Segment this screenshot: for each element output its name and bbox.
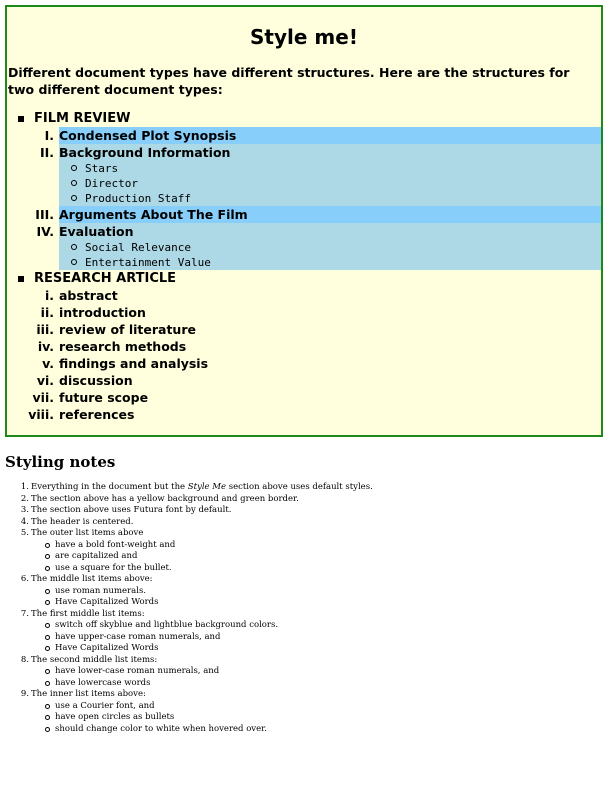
circle-bullet-icon bbox=[45, 727, 50, 732]
circle-bullet-icon bbox=[45, 715, 50, 720]
list-item-label: findings and analysis bbox=[59, 356, 209, 371]
note-subitem bbox=[55, 586, 605, 598]
inner-item-label: Entertainment Value bbox=[85, 256, 211, 269]
circle-bullet-icon bbox=[71, 259, 77, 265]
inner-list-item bbox=[85, 161, 601, 176]
research-article-item bbox=[28, 406, 601, 423]
note-number: 6. bbox=[20, 574, 29, 584]
list-item-label: Arguments About The Film bbox=[59, 207, 248, 222]
note-number: 5. bbox=[20, 528, 29, 538]
note-text: The middle list items above: bbox=[31, 574, 153, 584]
note-number: 9. bbox=[20, 689, 29, 699]
note-subitem bbox=[55, 712, 605, 724]
note-subitem bbox=[55, 620, 605, 632]
note-subitem-text: use a square for the bullet. bbox=[55, 562, 172, 573]
outer-list bbox=[7, 110, 601, 423]
inner-list bbox=[59, 161, 601, 206]
research-article-item bbox=[40, 304, 601, 321]
note-sublist bbox=[31, 666, 605, 689]
list-item-label: Condensed Plot Synopsis bbox=[59, 128, 237, 143]
note-subitem bbox=[55, 563, 605, 575]
note-subitem bbox=[55, 678, 605, 690]
note-item bbox=[5, 505, 605, 517]
list-numeral: iii. bbox=[36, 322, 54, 337]
list-item-label: research methods bbox=[59, 339, 187, 354]
note-subitem bbox=[55, 632, 605, 644]
research-article-item bbox=[37, 338, 601, 355]
note-subitem-text: have lowercase words bbox=[55, 677, 151, 688]
list-numeral: III. bbox=[35, 207, 54, 222]
note-sublist bbox=[31, 620, 605, 655]
note-text: The second middle list items: bbox=[31, 654, 158, 665]
research-article-item bbox=[44, 287, 601, 304]
list-numeral: I. bbox=[44, 128, 54, 143]
note-number: 3. bbox=[20, 505, 29, 515]
note-subitem-text: Have Capitalized Words bbox=[55, 643, 159, 653]
note-subitem-text: are capitalized and bbox=[55, 551, 138, 561]
inner-list-item bbox=[85, 176, 601, 191]
circle-bullet-icon bbox=[45, 554, 50, 559]
research-article-item bbox=[32, 389, 601, 406]
circle-bullet-icon bbox=[45, 543, 50, 548]
list-numeral: vii. bbox=[32, 390, 54, 405]
note-text: The inner list items above: bbox=[31, 689, 146, 699]
inner-item-label: Social Relevance bbox=[85, 241, 191, 254]
list-item-label: abstract bbox=[59, 288, 118, 303]
circle-bullet-icon bbox=[45, 589, 50, 594]
circle-bullet-icon bbox=[45, 681, 50, 686]
note-number: 2. bbox=[20, 493, 29, 504]
research-article-item bbox=[36, 372, 601, 389]
intro-paragraph: Different document types have different structures. Here are the structures for two different document types: bbox=[8, 65, 570, 97]
note-text: The section above uses Futura font by default. bbox=[31, 505, 232, 515]
circle-bullet-icon bbox=[45, 635, 50, 640]
note-subitem-text: have lower-case roman numerals, and bbox=[55, 666, 220, 676]
note-subitem bbox=[55, 724, 605, 736]
note-text: The outer list items above bbox=[31, 528, 144, 538]
note-number: 8. bbox=[20, 654, 29, 665]
note-subitem bbox=[55, 643, 605, 655]
note-subitem bbox=[55, 540, 605, 552]
outer-item-title: RESEARCH ARTICLE bbox=[34, 271, 177, 286]
note-item bbox=[5, 528, 605, 574]
list-item-label: future scope bbox=[59, 390, 149, 405]
note-item bbox=[5, 574, 605, 609]
circle-bullet-icon bbox=[71, 244, 77, 250]
style-me-section bbox=[5, 5, 603, 437]
note-subitem-text: Have Capitalized Words bbox=[55, 597, 159, 607]
page-title: Style me! bbox=[250, 25, 358, 49]
note-subitem-text: use a Courier font, and bbox=[55, 700, 155, 711]
list-numeral: v. bbox=[42, 356, 54, 371]
note-subitem-text: use roman numerals. bbox=[55, 585, 147, 596]
list-item-label: references bbox=[59, 407, 135, 422]
list-item-label: Evaluation bbox=[59, 224, 134, 239]
note-text: section above uses default styles. bbox=[226, 482, 373, 492]
note-text: Everything in the document but the bbox=[31, 482, 188, 492]
note-item bbox=[5, 494, 605, 506]
note-subitem-text: should change color to white when hovered over. bbox=[55, 723, 267, 734]
note-number: 4. bbox=[20, 516, 29, 527]
list-item-label: Background Information bbox=[59, 145, 231, 160]
inner-item-label: Stars bbox=[85, 162, 119, 175]
inner-item-label: Production Staff bbox=[85, 192, 191, 205]
note-subitem bbox=[55, 551, 605, 563]
list-numeral: ii. bbox=[40, 305, 54, 320]
note-item bbox=[5, 517, 605, 529]
film-review-item bbox=[39, 144, 601, 206]
note-subitem bbox=[55, 666, 605, 678]
styling-notes bbox=[5, 452, 605, 735]
inner-item-label: Director bbox=[85, 177, 138, 190]
note-number: 1. bbox=[20, 482, 29, 492]
film-review-item bbox=[44, 127, 601, 144]
note-text: The header is centered. bbox=[31, 516, 134, 527]
note-item bbox=[5, 482, 605, 494]
outer-item-film-review bbox=[7, 110, 601, 270]
circle-bullet-icon bbox=[71, 195, 77, 201]
notes-heading: Styling notes bbox=[5, 453, 116, 471]
outer-item-research-article bbox=[7, 270, 601, 423]
note-subitem-text: have a bold font-weight and bbox=[55, 539, 176, 550]
list-numeral: i. bbox=[44, 288, 54, 303]
note-subitem-text: have open circles as bullets bbox=[55, 712, 175, 722]
research-article-item bbox=[42, 355, 601, 372]
note-subitem bbox=[55, 597, 605, 609]
note-text: The first middle list items: bbox=[31, 608, 145, 619]
list-numeral: iv. bbox=[37, 339, 54, 354]
list-numeral: II. bbox=[39, 145, 54, 160]
circle-bullet-icon bbox=[71, 180, 77, 186]
circle-bullet-icon bbox=[45, 566, 50, 571]
list-item-label: review of literature bbox=[59, 322, 196, 337]
note-emphasis: Style Me bbox=[187, 482, 227, 492]
list-numeral: viii. bbox=[28, 407, 54, 422]
circle-bullet-icon bbox=[45, 600, 50, 605]
list-item-label: introduction bbox=[59, 305, 146, 320]
circle-bullet-icon bbox=[71, 165, 77, 171]
note-subitem-text: have upper-case roman numerals, and bbox=[55, 631, 221, 642]
note-text: The section above has a yellow background and green border. bbox=[31, 493, 299, 504]
inner-list bbox=[59, 240, 601, 270]
square-bullet-icon bbox=[18, 276, 24, 282]
note-sublist bbox=[31, 701, 605, 736]
square-bullet-icon bbox=[18, 116, 24, 122]
inner-list-item bbox=[85, 191, 601, 206]
note-number: 7. bbox=[20, 608, 29, 619]
note-sublist bbox=[31, 586, 605, 609]
film-review-item bbox=[35, 206, 601, 223]
list-item-label: discussion bbox=[59, 373, 133, 388]
note-item bbox=[5, 689, 605, 735]
inner-list-item bbox=[85, 240, 601, 255]
note-item bbox=[5, 609, 605, 655]
research-article-item bbox=[36, 321, 601, 338]
note-subitem bbox=[55, 701, 605, 713]
circle-bullet-icon bbox=[45, 623, 50, 628]
inner-list-item bbox=[85, 255, 601, 270]
circle-bullet-icon bbox=[45, 669, 50, 674]
research-article-list bbox=[28, 287, 601, 423]
outer-item-title: FILM REVIEW bbox=[34, 111, 131, 126]
film-review-item bbox=[36, 223, 601, 270]
circle-bullet-icon bbox=[45, 646, 50, 651]
circle-bullet-icon bbox=[45, 704, 50, 709]
list-numeral: vi. bbox=[36, 373, 54, 388]
list-numeral: IV. bbox=[36, 224, 54, 239]
film-review-list bbox=[34, 127, 601, 270]
note-subitem-text: switch off skyblue and lightblue background colors. bbox=[55, 620, 279, 630]
note-sublist bbox=[31, 540, 605, 575]
notes-list bbox=[5, 482, 605, 735]
note-item bbox=[5, 655, 605, 690]
